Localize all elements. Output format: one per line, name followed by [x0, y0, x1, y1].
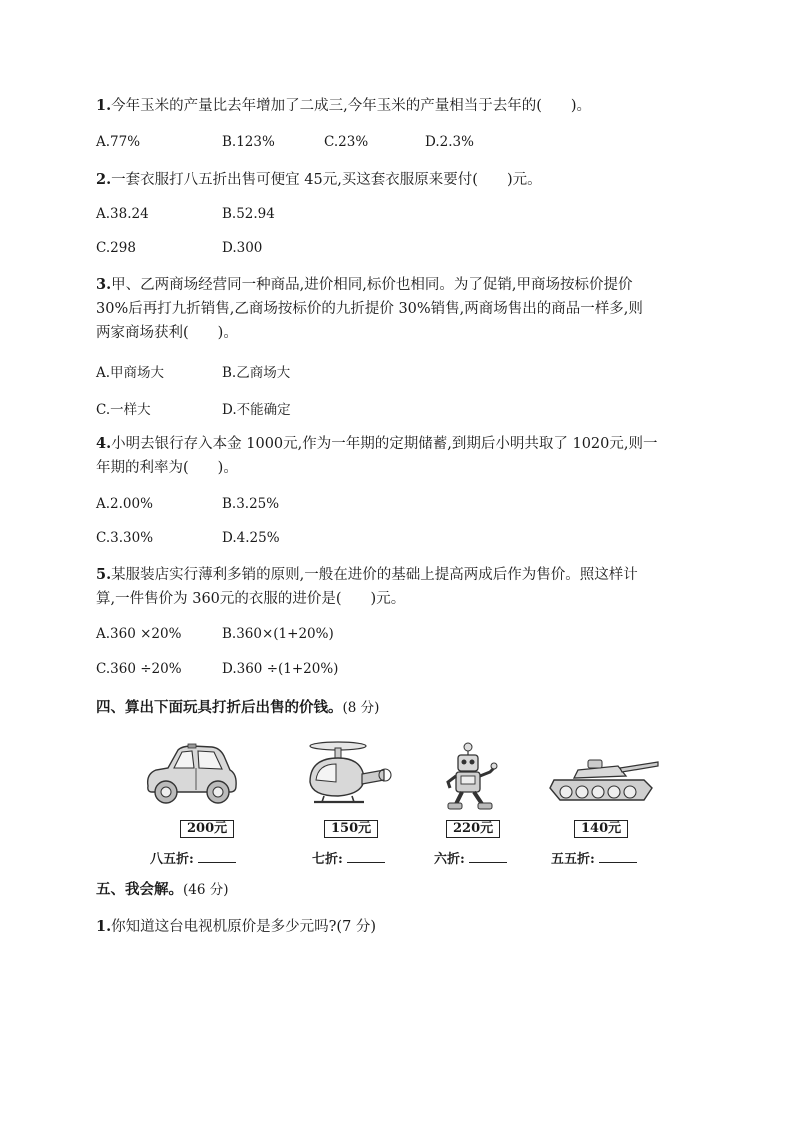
- option-c: C.3.30%: [96, 530, 154, 546]
- tank-icon: [548, 752, 660, 808]
- section-title: 四、算出下面玩具打折后出售的价钱。: [96, 699, 343, 716]
- option-b: B.乙商场大: [222, 365, 291, 381]
- option-c: C.23%: [324, 134, 369, 150]
- option-c: C.298: [96, 240, 136, 256]
- question-text: 你知道这台电视机原价是多少元吗?(7 分): [111, 919, 377, 935]
- question-text: 小明去银行存入本金 1000元,作为一年期的定期储蓄,到期后小明共取了 1020元,则一: [111, 436, 658, 452]
- option-a: A.2.00%: [96, 496, 153, 512]
- answer-blank[interactable]: [198, 850, 236, 863]
- discount-label: 八五折:: [150, 848, 236, 867]
- option-a: A.38.24: [96, 206, 149, 222]
- question-text: 今年玉米的产量比去年增加了二成三,今年玉米的产量相当于去年的( )。: [111, 98, 592, 114]
- price-tag: 220元: [446, 820, 500, 838]
- answer-blank[interactable]: [599, 850, 637, 863]
- question-1: [96, 96, 591, 116]
- option-b: B.123%: [222, 134, 275, 150]
- question-text: 某服装店实行薄利多销的原则,一般在进价的基础上提高两成后作为售价。照这样计: [111, 567, 638, 583]
- question-number: 3.: [96, 276, 112, 293]
- option-b: B.360×(1+20%): [222, 626, 334, 642]
- option-d: D.2.3%: [425, 134, 474, 150]
- question-5-line-2: 算,一件售价为 360元的衣服的进价是( )元。: [96, 591, 406, 607]
- section-score: (8 分): [342, 700, 380, 716]
- price-tag: 150元: [324, 820, 378, 838]
- option-d: D.不能确定: [222, 402, 291, 418]
- question-4-line-2: 年期的利率为( )。: [96, 460, 238, 476]
- question-text: 一套衣服打八五折出售可便宜 45元,买这套衣服原来要付( )元。: [111, 172, 542, 188]
- option-b: B.52.94: [222, 206, 275, 222]
- question-number: 1.: [96, 918, 112, 935]
- answer-blank[interactable]: [347, 850, 385, 863]
- question-3-line-3: 两家商场获利( )。: [96, 325, 238, 341]
- car-icon: [142, 742, 240, 812]
- question-number: 2.: [96, 171, 112, 188]
- section-5-heading: [96, 880, 229, 900]
- option-d: D.300: [222, 240, 263, 256]
- section-4-heading: [96, 698, 379, 718]
- question-4: [96, 434, 658, 454]
- helicopter-icon: [300, 740, 392, 816]
- option-d: D.4.25%: [222, 530, 280, 546]
- question-3: [96, 275, 632, 295]
- question-text: 甲、乙两商场经营同一种商品,进价相同,标价也相同。为了促销,甲商场按标价提价: [111, 277, 633, 293]
- price-tag: 200元: [180, 820, 234, 838]
- question-number: 4.: [96, 435, 112, 452]
- price-tag: 140元: [574, 820, 628, 838]
- section-score: (46 分): [183, 882, 229, 898]
- option-a: A.360 ×20%: [96, 626, 182, 642]
- question-5: [96, 565, 638, 585]
- discount-label: 五五折:: [551, 848, 637, 867]
- discount-label: 七折:: [312, 848, 385, 867]
- question-2: [96, 170, 542, 190]
- option-c: C.360 ÷20%: [96, 661, 182, 677]
- option-d: D.360 ÷(1+20%): [222, 661, 339, 677]
- question-3-line-2: 30%后再打九折销售,乙商场按标价的九折提价 30%销售,两商场售出的商品一样多,则: [96, 301, 643, 317]
- option-c: C.一样大: [96, 402, 151, 418]
- answer-blank[interactable]: [469, 850, 507, 863]
- option-a: A.甲商场大: [96, 365, 165, 381]
- robot-icon: [444, 742, 498, 816]
- option-b: B.3.25%: [222, 496, 280, 512]
- question-number: 5.: [96, 566, 112, 583]
- option-a: A.77%: [96, 134, 141, 150]
- problem-1: [96, 917, 376, 937]
- question-number: 1.: [96, 97, 112, 114]
- section-title: 五、我会解。: [96, 881, 183, 898]
- discount-label: 六折:: [434, 848, 507, 867]
